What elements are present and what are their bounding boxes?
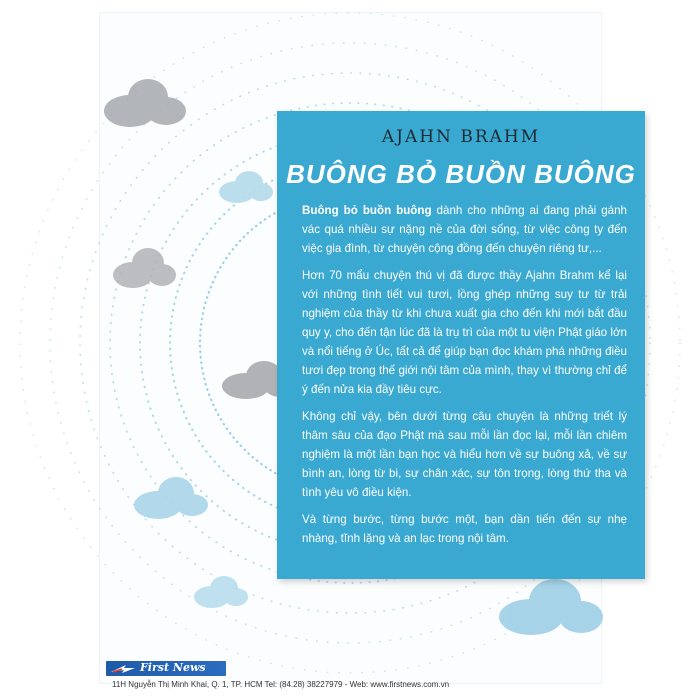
book-back-cover: [100, 13, 636, 689]
description-paragraph: Hơn 70 mẩu chuyện thú vị đã được thầy Ajahn Brahm kể lại với những tình tiết vui tươi, lồng ghép những suy tư từ trải nghiệm của thầy từ khi chưa xuất gia cho đến khi mới bắt đầu quy y, cho đến tận lúc đã là trụ trì của một tu viện Phật giáo lớn và nổi tiếng ở Úc, tất cả để giúp bạn đọc khám phá những điều tươi đẹp trong thế giới nội tâm của mình, thay vì thường chỉ để ý đến nửa kia đầy tiêu cực.: [302, 269, 627, 396]
publisher-footer: [100, 653, 601, 689]
arrow-logo-icon: [110, 663, 136, 674]
gray-cloud-icon: [100, 73, 190, 133]
blue-cloud-icon: [190, 573, 250, 613]
logo-text: First News: [140, 661, 206, 674]
description-bold-title: Buông bỏ buồn buông: [302, 204, 432, 217]
publisher-address: 11H Nguyễn Thị Minh Khai, Q. 1, TP. HCM Tel: (84.28) 38227979 - Web: www.firstnews.com.vn: [112, 680, 450, 689]
description-text: dành cho những ai đang phải gánh vác quá nhiều sự nặng nề của đời sống, từ việc công ty đến việc gia đình, từ chuyện cộng đồng đến chuyện riêng tư,...: [302, 204, 628, 255]
gray-cloud-icon: [108, 243, 178, 293]
description-paragraph: [302, 201, 627, 258]
description-paragraph: Không chỉ vậy, bên dưới từng câu chuyện là những triết lý thâm sâu của đạo Phật mà sau mỗi lần đọc lại, mỗi lần chiêm nghiệm là một lần bạn học và hiểu hơn về sự buông xả, về sự bình an, lòng từ bi, sự chân xác, sự tôn trọng, lòng thứ tha và tình yêu vô điều kiện.: [302, 410, 627, 499]
blue-cloud-icon: [215, 168, 275, 208]
book-title: BUÔNG BỎ BUỒN BUÔNG: [286, 159, 636, 189]
description-paragraph: Và từng bước, từng bước một, bạn dần tiến đến sự nhẹ nhàng, tĩnh lặng và an lạc trong nội tâm.: [302, 513, 627, 545]
blue-cloud-icon: [130, 473, 210, 523]
blue-cloud-icon: [495, 573, 601, 643]
description-panel: [277, 111, 645, 579]
publisher-logo: [106, 661, 226, 676]
book-description: [302, 201, 627, 556]
author-name: AJAHN BRAHM: [381, 127, 541, 147]
